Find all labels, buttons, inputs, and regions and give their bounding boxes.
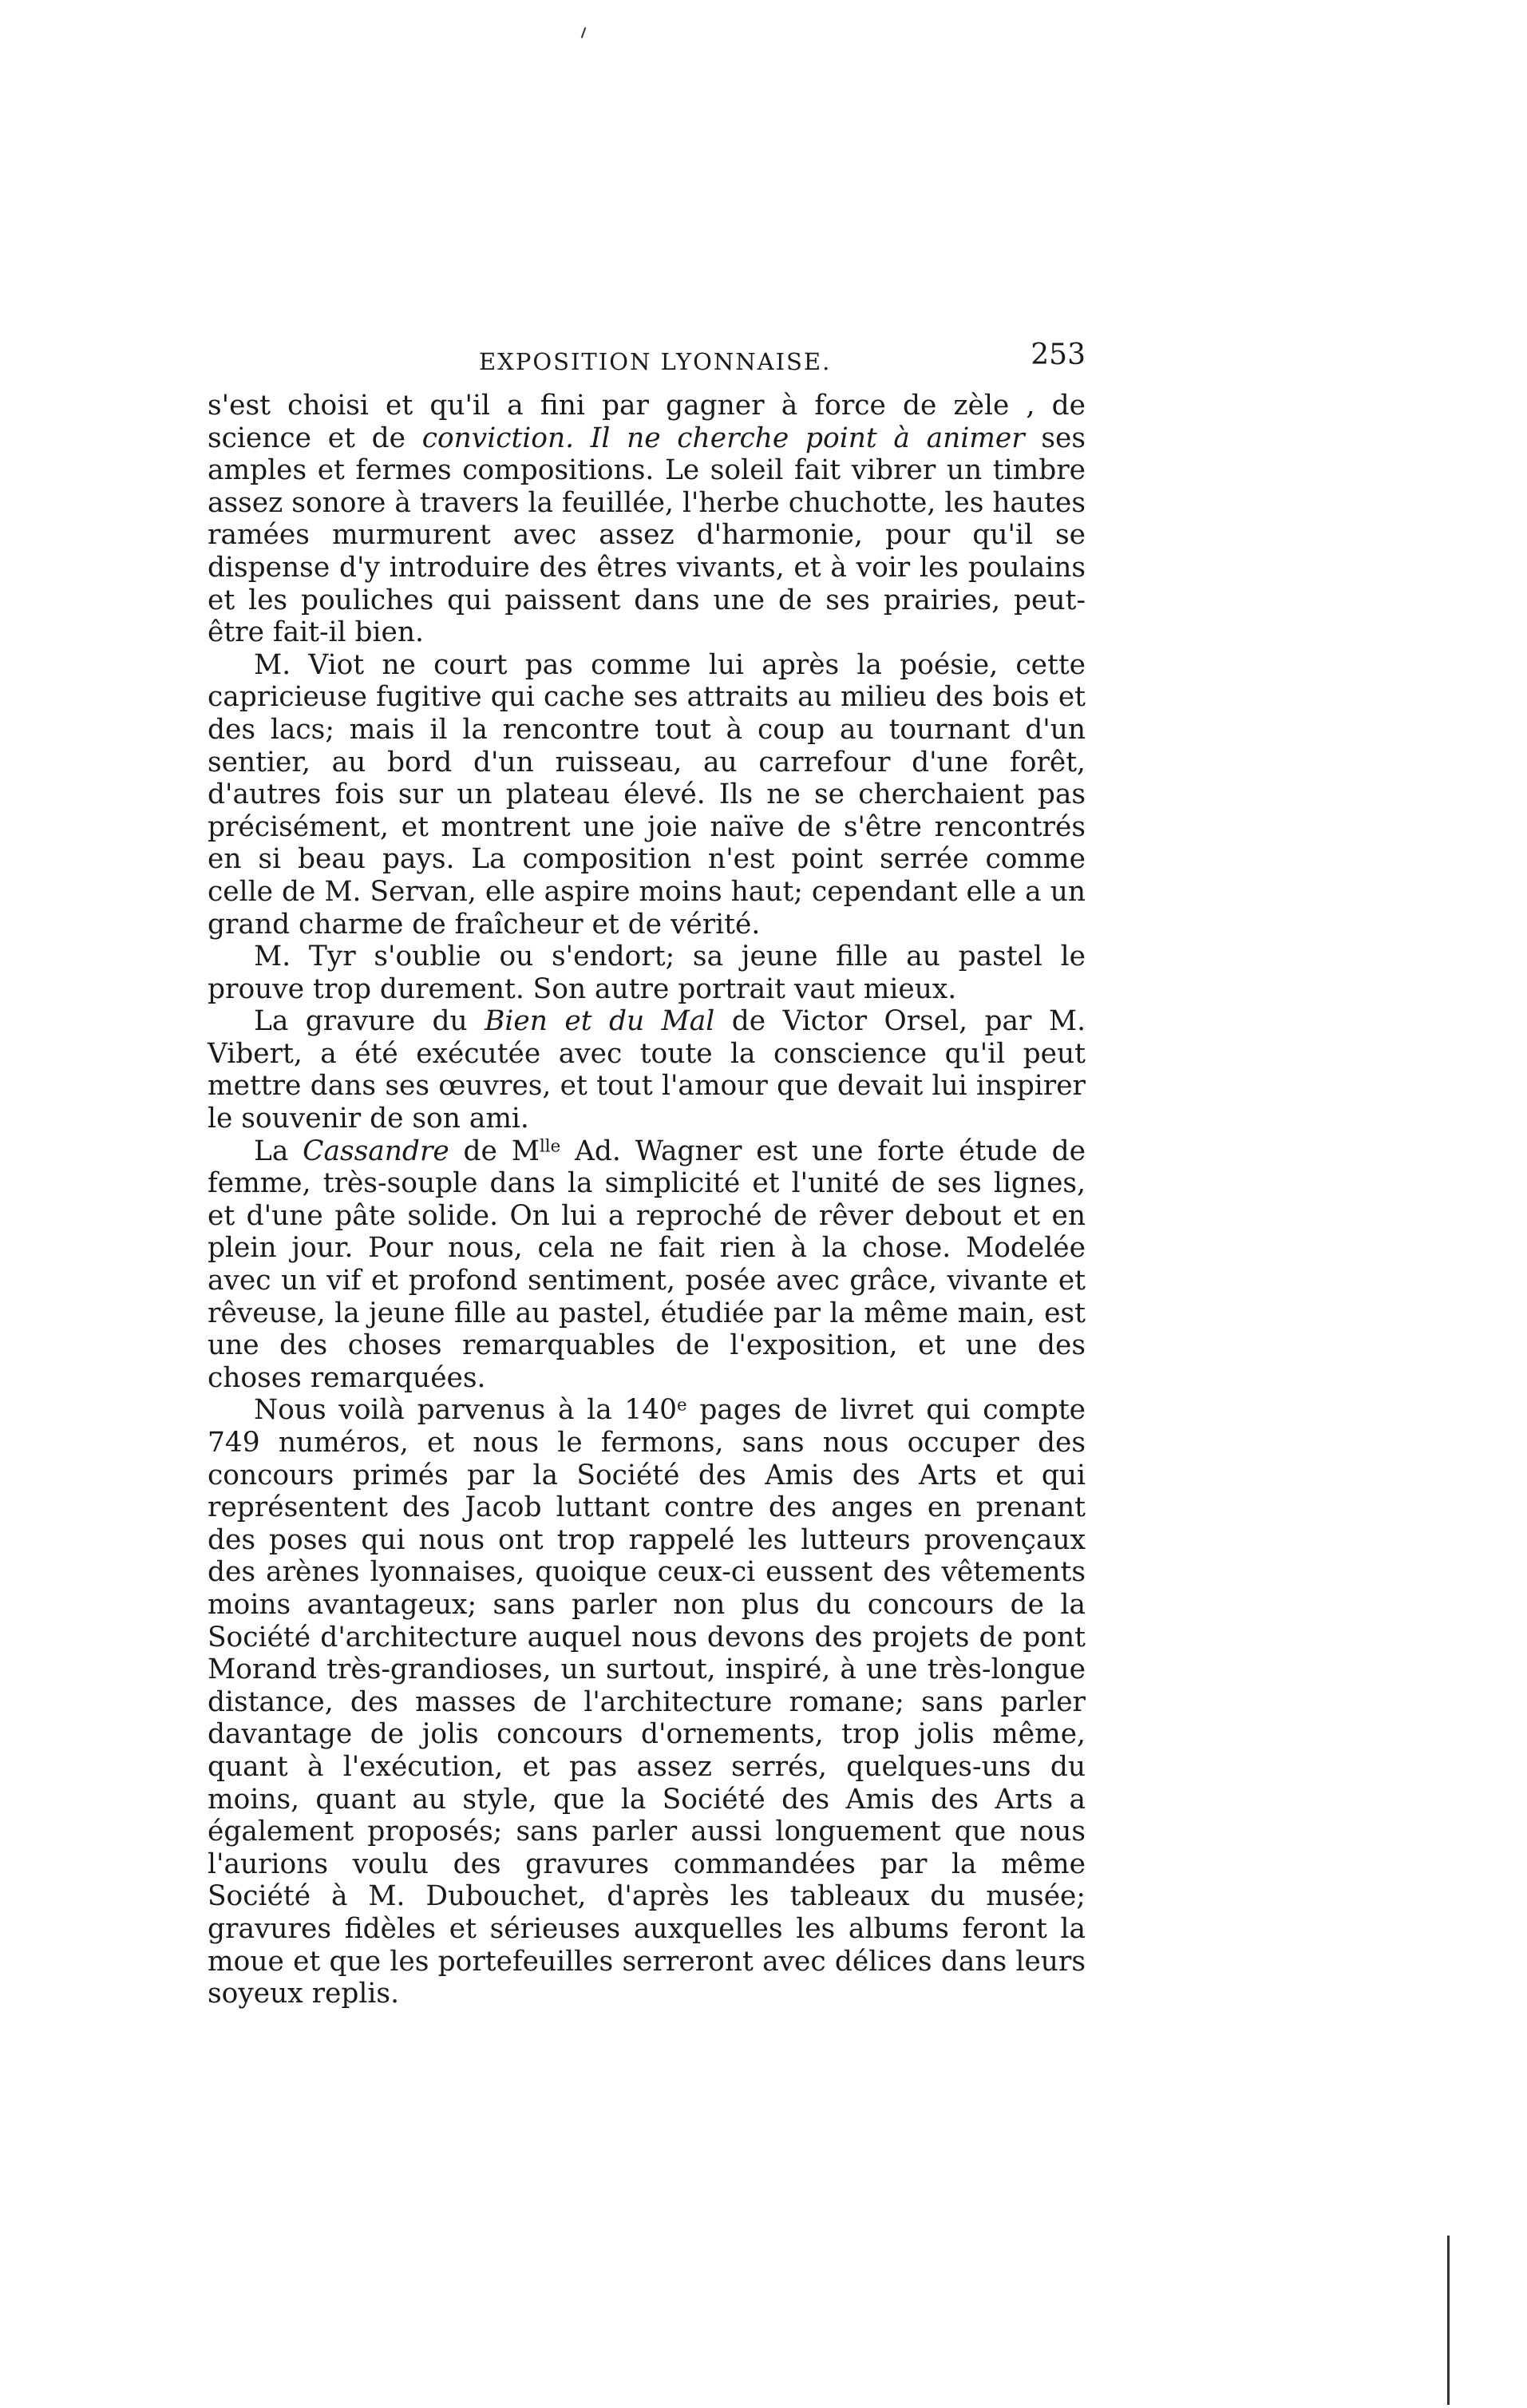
- text-run: Nous voilà parvenus à la 140: [254, 1394, 678, 1427]
- scan-speck: [581, 27, 587, 38]
- running-title: EXPOSITION LYONNAISE.: [479, 348, 832, 375]
- text-run: de M: [449, 1135, 540, 1167]
- text-run: pages de livret qui compte 749 numéros, et nous le fermons, sans nous occuper des concours primés par la Société des Amis des Arts et qui représentent des Jacob luttant contre des anges en prenant des poses qui nous ont trop rappelé les lutteurs provençaux des arènes lyonnaises, quoique ceux-ci eussent des vêtements moins avantageux; sans parler non plus du concours de la Société d'architecture auquel nous devons des projets de pont Morand très-grandioses, un surtout, inspiré, à une très-longue distance, des masses de l'architecture romane; sans parler davantage de jolis concours d'ornements, trop jolis même, quant à l'exécution, et pas assez serrés, quelques-uns du moins, quant au style, que la Société des Amis des Arts a également proposés; sans parler aussi longuement que nous l'aurions voulu des gravures commandées par la même Société à M. Dubouchet, d'après les tableaux du musée; gravures fidèles et sérieuses auxquelles les albums feront la moue et que les portefeuilles serreront avec délices dans leurs soyeux replis.: [208, 1394, 1086, 2010]
- superscript-text: lle: [539, 1136, 561, 1156]
- body-text: [208, 390, 1086, 2010]
- paragraph-1: [208, 390, 1086, 649]
- text-run: La: [254, 1135, 303, 1167]
- text-run: de Victor Orsel, par M. Vibert, a été exécutée avec toute la conscience qu'il peut mettre dans ses œuvres, et tout l'amour que devait lui inspirer le souvenir de son ami.: [208, 1005, 1086, 1135]
- scan-margin-line: [1447, 2236, 1450, 2405]
- italic-text: conviction. Il ne cherche point à animer: [421, 422, 1025, 454]
- page-number: 253: [1031, 339, 1086, 371]
- italic-text: Cassandre: [303, 1135, 449, 1167]
- text-run: s'est choisi et qu'il a fini par gagner à force de zèle , de science et de: [208, 390, 1086, 454]
- paragraph-5: [208, 1135, 1086, 1395]
- italic-text: Bien et du Mal: [485, 1005, 715, 1038]
- superscript-text: e: [677, 1395, 687, 1416]
- text-run: M. Tyr s'oublie ou s'endort; sa jeune fille au pastel le prouve trop durement. Son autre portrait vaut mieux.: [208, 941, 1086, 1005]
- text-run: Ad. Wagner est une forte étude de femme, très-souple dans la simplicité et l'unité de ses lignes, et d'une pâte solide. On lui a reproché de rêver debout et en plein jour. Pour nous, cela ne fait rien à la chose. Modelée avec un vif et profond sentiment, posée avec grâce, vivante et rêveuse, la jeune fille au pastel, étudiée par la même main, est une des choses remarquables de l'exposition, et une des choses remarquées.: [208, 1135, 1086, 1394]
- paragraph-2: [208, 649, 1086, 941]
- paragraph-3: [208, 941, 1086, 1005]
- page-header: [208, 339, 1086, 393]
- paragraph-6: [208, 1394, 1086, 2010]
- paragraph-4: [208, 1005, 1086, 1135]
- text-run: M. Viot ne court pas comme lui après la poésie, cette capricieuse fugitive qui cache ses attraits au milieu des bois et des lacs; mais il la rencontre tout à coup au tournant d'un sentier, au bord d'un ruisseau, au carrefour d'une forêt, d'autres fois sur un plateau élevé. Ils ne se cherchaient pas précisément, et montrent une joie naïve de s'être rencontrés en si beau pays. La composition n'est point serrée comme celle de M. Servan, elle aspire moins haut; cependant elle a un grand charme de fraîcheur et de vérité.: [208, 648, 1086, 941]
- text-run: La gravure du: [254, 1005, 485, 1038]
- text-run: ses amples et fermes compositions. Le soleil fait vibrer un timbre assez sonore à travers la feuillée, l'herbe chuchotte, les hautes ramées murmurent avec assez d'harmonie, pour qu'il se dispense d'y introduire des êtres vivants, et à voir les poulains et les pouliches qui paissent dans une de ses prairies, peut-être fait-il bien.: [208, 422, 1086, 649]
